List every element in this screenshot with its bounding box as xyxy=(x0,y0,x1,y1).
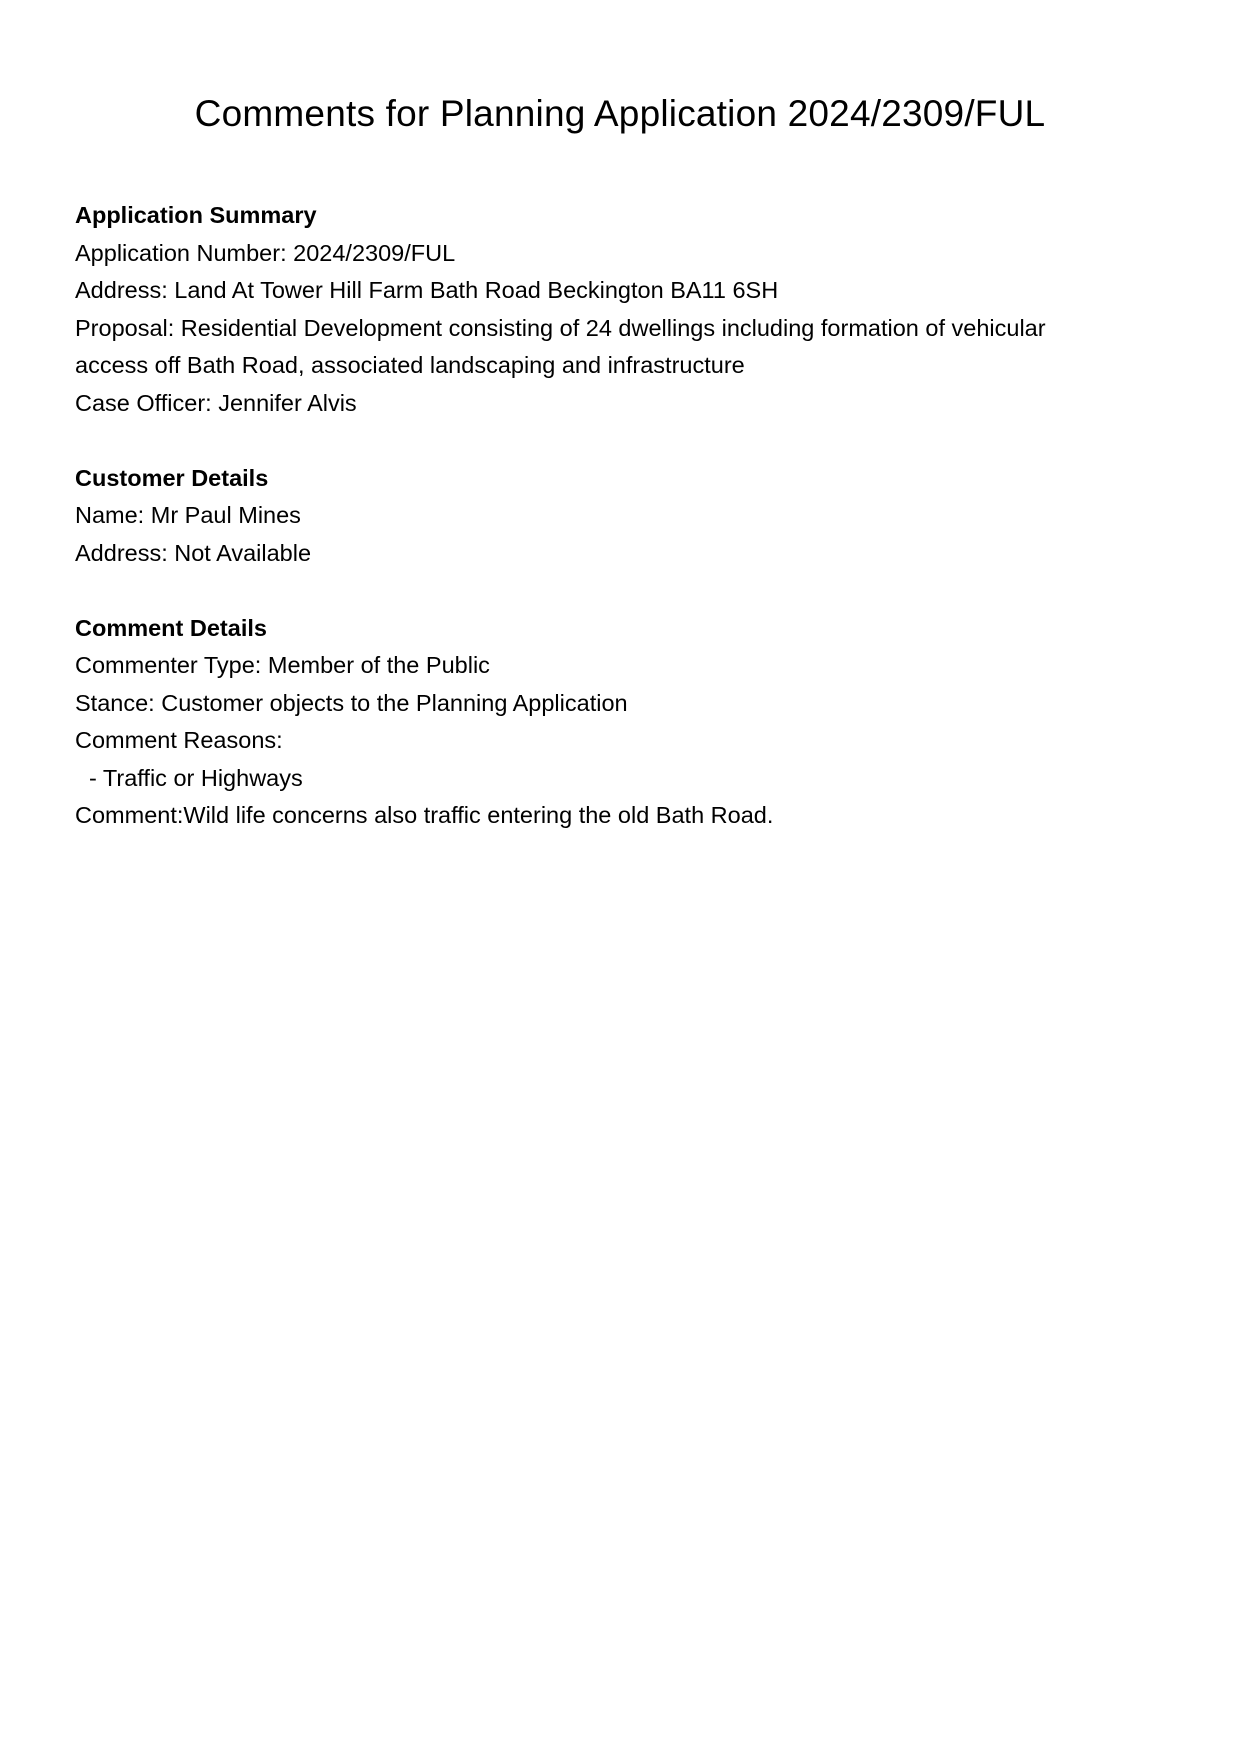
comment-details-heading: Comment Details xyxy=(75,614,267,641)
customer-details-heading: Customer Details xyxy=(75,464,269,491)
document-body xyxy=(75,197,1175,835)
proposal-line-2: access off Bath Road, associated landscaping and infrastructure xyxy=(75,352,745,378)
comment-text: Comment:Wild life concerns also traffic entering the old Bath Road. xyxy=(75,802,774,828)
application-summary-heading: Application Summary xyxy=(75,202,317,228)
proposal-line-1: Proposal: Residential Development consisting of 24 dwellings including formation of vehicular xyxy=(75,314,1046,341)
application-number: Application Number: 2024/2309/FUL xyxy=(75,239,456,266)
stance: Stance: Customer objects to the Planning Application xyxy=(75,689,628,716)
customer-details-section xyxy=(75,460,1175,573)
application-summary-section xyxy=(75,197,1175,422)
customer-address: Address: Not Available xyxy=(75,539,312,566)
commenter-type: Commenter Type: Member of the Public xyxy=(75,652,490,678)
case-officer: Case Officer: Jennifer Alvis xyxy=(75,389,357,416)
page-title: Comments for Planning Application 2024/2309/FUL xyxy=(194,93,1046,134)
comment-reason-item: - Traffic or Highways xyxy=(89,764,303,791)
comment-details-section xyxy=(75,610,1175,835)
application-address: Address: Land At Tower Hill Farm Bath Road Beckington BA11 6SH xyxy=(75,277,779,303)
customer-name: Name: Mr Paul Mines xyxy=(75,502,301,528)
comment-reasons-label: Comment Reasons: xyxy=(75,727,283,753)
